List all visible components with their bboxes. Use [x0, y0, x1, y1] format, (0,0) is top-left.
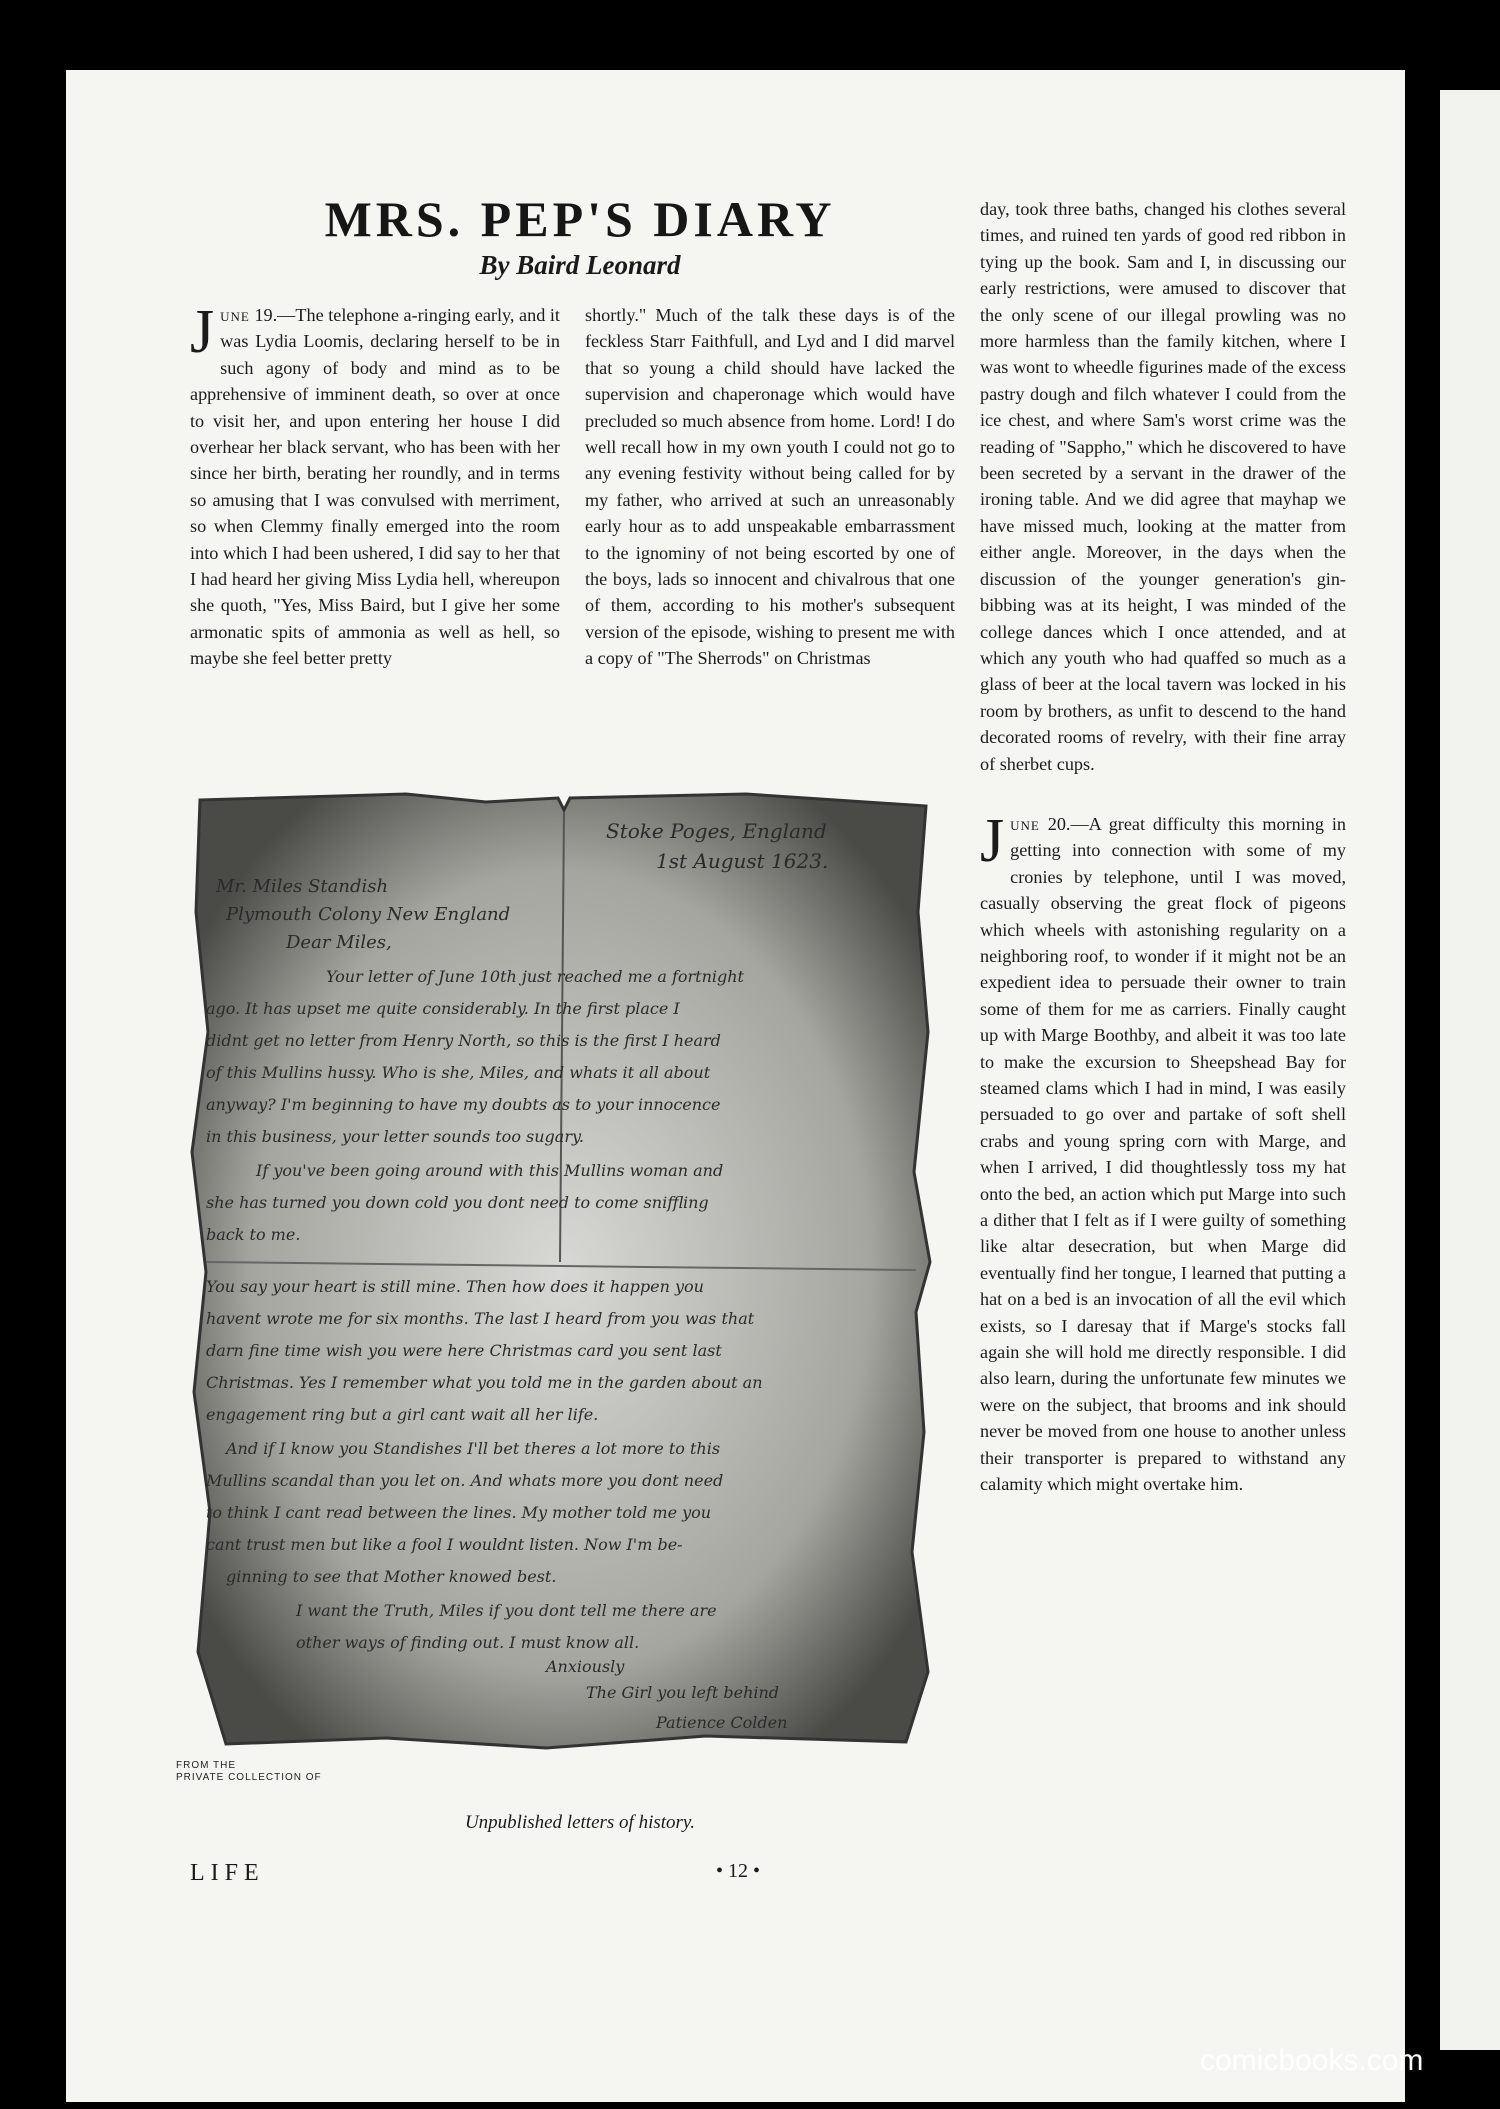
magazine-name: LIFE	[190, 1860, 265, 1886]
site-watermark: comicbooks.com	[1200, 2044, 1424, 2077]
letter-line: You say your heart is still mine. Then how does it happen you	[206, 1277, 704, 1296]
letter-line: she has turned you down cold you dont need to come sniffling	[206, 1193, 709, 1212]
letter-signature: Patience Colden	[656, 1713, 788, 1732]
letter-line: Mullins scandal than you let on. And whats more you dont need	[206, 1471, 724, 1490]
body-column-1	[190, 298, 560, 672]
letter-line: ginning to see that Mother knowed best.	[226, 1567, 557, 1586]
entry-text: 19.—The telephone a-ringing early, and it was Lydia Loomis, declaring herself to be in such agony of body and mind as to be apprehensive of imminent death, so over at once to visit her, and upon entering her house I did overhear her black servant, who has been with her since her birth, berating her roundly, and in terms so amusing that I was convulsed with merriment, so when Clemmy finally emerged into the room into which I had been ushered, I did say to her that I had heard her giving Miss Lydia hell, whereupon she quoth, "Yes, Miss Baird, but I give her some armonatic spits of ammonia as well as hell, so maybe she feel better pretty	[190, 305, 560, 669]
letter-line: engagement ring but a girl cant wait all her life.	[206, 1405, 599, 1424]
letter-line: other ways of finding out. I must know all.	[296, 1633, 640, 1652]
body-column-3	[980, 196, 1346, 1498]
letter-line: to think I cant read between the lines. My mother told me you	[206, 1503, 712, 1522]
letter-line: And if I know you Standishes I'll bet theres a lot more to this	[226, 1439, 721, 1458]
letter-line: cant trust men but like a fool I wouldnt listen. Now I'm be-	[206, 1535, 683, 1554]
entry-lead: une	[220, 305, 250, 325]
image-caption: Unpublished letters of history.	[464, 1812, 696, 1833]
handwritten-letter-image	[186, 792, 932, 1752]
letter-line: ago. It has upset me quite considerably. In the first place I	[206, 999, 680, 1018]
letter-salutation: Dear Miles,	[286, 932, 392, 953]
letter-date: 1st August 1623.	[656, 849, 829, 873]
scan-gutter	[1405, 70, 1440, 2102]
drop-cap: J	[190, 298, 215, 366]
drop-cap: J	[980, 806, 1005, 875]
letter-line: didnt get no letter from Henry North, so this is the first I heard	[206, 1031, 721, 1050]
letter-addressee-name: Mr. Miles Standish	[216, 876, 389, 897]
letter-line: Your letter of June 10th just reached me a fortnight	[326, 967, 744, 986]
letter-place: Stoke Poges, England	[606, 819, 827, 843]
letter-closing: The Girl you left behind	[586, 1683, 780, 1702]
diary-entry-june-20	[980, 806, 1346, 1498]
letter-line: anyway? I'm beginning to have my doubts as to your innocence	[206, 1095, 721, 1114]
entry-text: day, took three baths, changed his clothes several times, and ruined ten yards of good red ribbon in tying up the book. Sam and I, in discussing our early restrictions, were amused to discover that the only scene of our illegal prowling was no more harmless than the family kitchen, where I was wont to wheedle figurines made of the excess pastry dough and filch whatever I could from the ice chest, and where Sam's worst crime was the reading of "Sappho," which he discovered to have been secreted by a servant in the drawer of the ironing table. And we did agree that mayhap we have missed much, looking at the matter from either angle. Moreover, in the days when the discussion of the younger generation's gin-bibbing was at its height, I was minded of the college dances which I once attended, and at which any youth who had quaffed so much as a glass of beer at the local tavern was locked in his room by brothers, as unfit to descend to the hand decorated rooms of revelry, with their fine array of sherbet cups.	[980, 199, 1346, 774]
letter-closing: Anxiously	[546, 1657, 625, 1676]
letter-addressee-place: Plymouth Colony New England	[226, 904, 511, 925]
letter-line: havent wrote me for six months. The last I heard from you was that	[206, 1309, 755, 1328]
article-title: MRS. PEP'S DIARY	[324, 191, 836, 247]
body-column-2	[585, 302, 955, 672]
page-number: • 12 •	[716, 1860, 761, 1882]
source-credit: FROM THE PRIVATE COLLECTION OF	[176, 1760, 322, 1783]
letter-line: Christmas. Yes I remember what you told me in the garden about an	[206, 1373, 763, 1392]
article-byline: By Baird Leonard	[479, 250, 681, 280]
letter-line: darn fine time wish you were here Christmas card you sent last	[206, 1341, 722, 1360]
entry-text: shortly." Much of the talk these days is of the feckless Starr Faithfull, and Lyd and I did marvel that so young a child should have lacked the supervision and chaperonage which would have precluded so much absence from home. Lord! I do well recall how in my own youth I could not go to any evening festivity without being called for by my father, who arrived at such an unreasonably early hour as to add unspeakable embarrassment to the ignominy of not being escorted by one of the boys, lads so innocent and chivalrous that one of them, according to his mother's subsequent version of the episode, wishing to present me with a copy of "The Sherrods" on Christmas	[585, 305, 955, 669]
entry-text: 20.—A great difficulty this morning in getting into connection with some of my cronies by telephone, until I was moved, casually observing the great flock of pigeons which wheels with astonishing regularity on a neighboring roof, to wonder if it might not be an expedient idea to persuade their owner to train some of them for me as carriers. Finally caught up with Marge Boothby, and albeit it was too late to make the excursion to Sheepshead Bay for steamed clams which I had in mind, I was easily persuaded to go over and partake of soft shell crabs and young spring corn with Marge, and when I arrived, I did thoughtlessly toss my hat onto the bed, an action which put Marge into such a dither that I felt as if I were guilty of something like altar desecration, but when Marge did eventually find her tongue, I learned that putting a hat on a bed is an invocation of all the evil which exists, so I daresay that if Marge's stocks fall again she will hold me directly responsible. I did also learn, during the unfortunate few minutes we were on the subject, that brooms and ink should never be moved from one house to another unless their transporter is prepared to withstand any calamity which might overtake him.	[980, 813, 1346, 1495]
next-page-edge	[1440, 90, 1500, 2050]
letter-line: back to me.	[206, 1225, 301, 1244]
letter-line: in this business, your letter sounds too sugary.	[206, 1127, 584, 1146]
letter-line: of this Mullins hussy. Who is she, Miles, and whats it all about	[206, 1063, 711, 1082]
letter-line: If you've been going around with this Mullins woman and	[256, 1161, 724, 1180]
letter-line: I want the Truth, Miles if you dont tell me there are	[296, 1601, 717, 1620]
entry-lead: une	[1010, 813, 1040, 834]
